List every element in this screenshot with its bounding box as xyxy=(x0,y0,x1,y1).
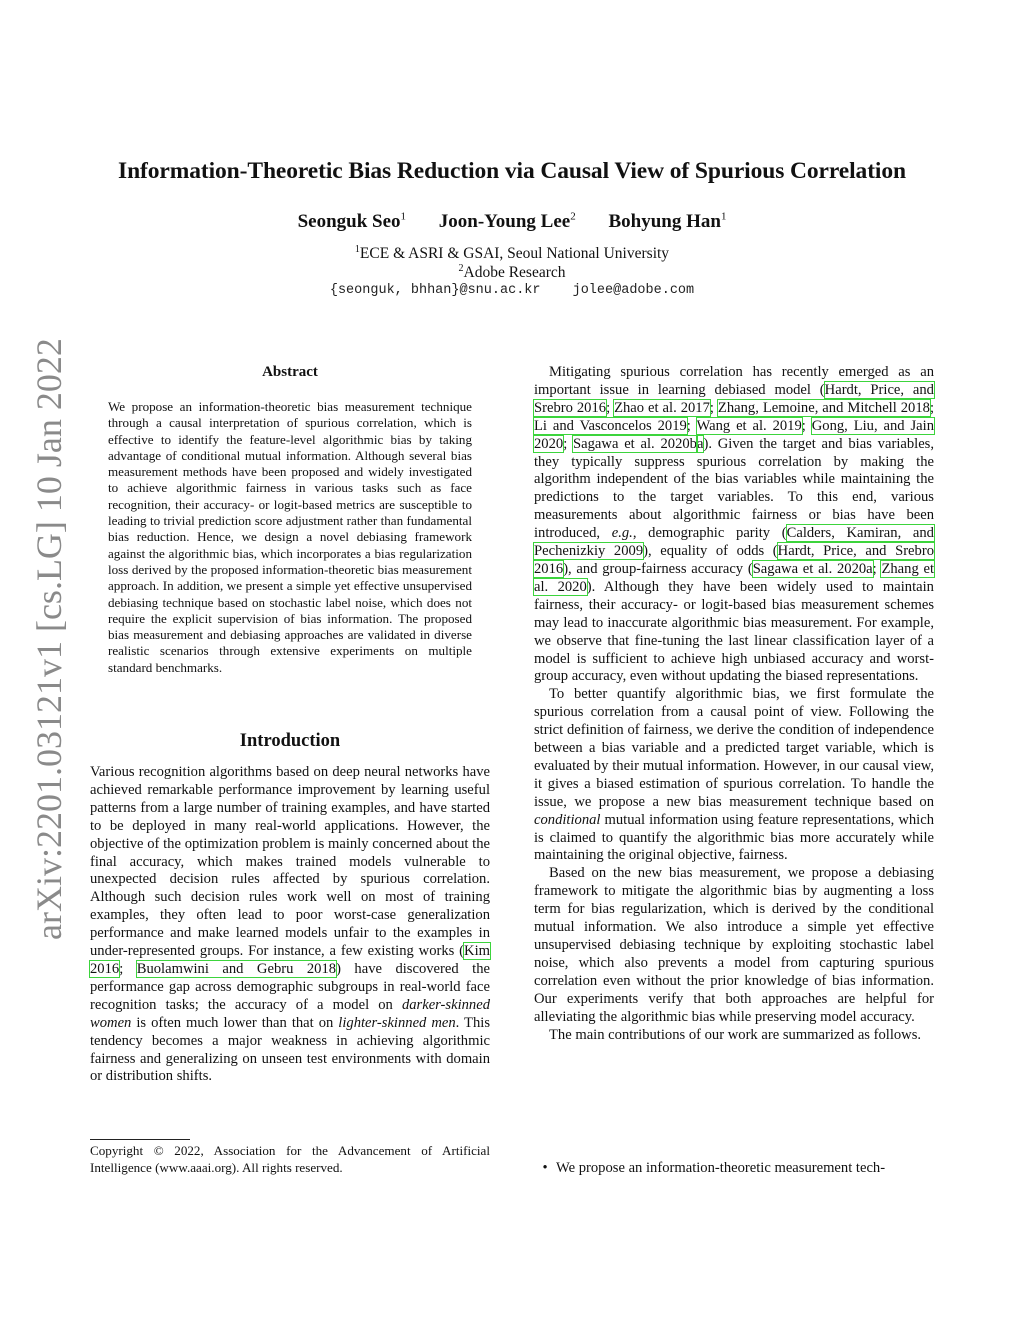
introduction-text: Various recognition algorithms based on deep neural networks have achieved remarkable performance improvement by learning useful patterns from a large number of training examples, and have started to be deployed in many real-world applications. However, the objective of the optimization problem is mainly concerned about the final accuracy, which makes trained models vulnerable to unexpected decision rules affected by spurious correlation. Although such decision rules work well on most of training examples, they often lead to poor worst-case generalization performance and make learned models unfair to the examples in under-represented groups. For instance, a few existing works (Kim 2016; Buolamwini and Gebru 2018) have discovered the performance gap across demographic subgroups in real-world face recognition tasks; the accuracy of a model on darker-skinned women is often much lower than that on lighter-skinned men. This tendency becomes a major weakness in achieving algorithmic fairness and generalizing on unseen test environments with domain or distribution shifts. xyxy=(90,764,490,1085)
citation-zhao-2017[interactable]: Zhao et al. 2017 xyxy=(614,399,710,416)
affiliation-1: $^1$ECE & ASRI & GSAI, Seoul National University xyxy=(354,244,670,263)
contribution-bullet-1: • We propose an information-theoretic measurement tech- xyxy=(534,1160,934,1178)
bullet-icon: • xyxy=(542,1160,548,1176)
email-snu: {seonguk, bhhan}@snu.ac.kr xyxy=(329,283,541,298)
citation-hardt-2016[interactable]: Hardt, Price, and Srebro 2016 xyxy=(534,381,934,416)
citation-buolamwini-2018[interactable]: Buolamwini and Gebru 2018 xyxy=(136,960,337,977)
paper-title: Information-Theoretic Bias Reduction via Causal View of Spurious Correlation xyxy=(118,158,906,184)
abstract-text: We propose an information-theoretic bias measurement technique through a causal interpretation of spurious correlation, which is effective to identify the feature-level algorithmic bias by taking advantage of conditional mutual information. Although several bias measurement methods have been proposed and widely investigated to achieve algorithmic fairness in various tasks such as face recognition, their accuracy- or logit-based metrics are susceptible to leading to trivial prediction score adjustment rather than fundamental bias reduction. Hence, we design a novel debiasing framework against the algorithmic bias, which incorporates a bias regularization loss derived by the proposed information-theoretic bias measurement approach. In addition, we present a simple yet effective unsupervised debiasing technique based on stochastic label noise, which does not require the explicit supervision of bias information. The proposed bias measurement and debiasing approaches are validated in diverse realistic scenarios through extensive experiments on multiple standard benchmarks. xyxy=(108,399,472,675)
author-list xyxy=(60,211,964,233)
citation-wang-2019[interactable]: Wang et al. 2019 xyxy=(696,417,802,434)
citation-gong-2020[interactable]: Gong, Liu, and Jain 2020 xyxy=(534,417,934,452)
copyright-notice: Copyright © 2022, Association for the Advancement of Artificial Intelligence (www.aaai.org). All rights reserved. xyxy=(90,1143,490,1175)
paragraph-framework: Based on the new bias measurement, we propose a debiasing framework to mitigate the algorithmic bias by augmenting a loss term for bias regularization, which is derived by the conditional mutual information. We also introduce a simple yet effective unsupervised debiasing technique by exploiting stochastic label noise, which also prevents a model from capturing spurious correlation even without the prior knowledge of bias information. Our experiments verify that both approaches are helpful for alleviating the algorithmic bias while preserving model accuracy. xyxy=(534,865,934,1025)
affiliation-2: $^2$Adobe Research xyxy=(458,263,566,282)
citation-sagawa-2020b[interactable]: Sagawa et al. 2020b xyxy=(573,435,697,452)
email-adobe: jolee@adobe.com xyxy=(572,283,695,298)
citation-li-2019[interactable]: Li and Vasconcelos 2019 xyxy=(534,417,687,434)
paragraph-quantify: To better quantify algorithmic bias, we first formulate the spurious correlation from a causal point of view. Following the strict definition of fairness, we derive the condition of independence between a bias variable and a predicted target variable, which is evaluated by their mutual information. However, in our causal view, it gives a biased estimation of spurious correlation. To handle the issue, we propose a new bias measurement technique based on conditional mutual information using feature representations, which is claimed to quantify the algorithmic bias more accurately while maintaining the original objective, fairness. xyxy=(534,686,934,864)
footnote-rule xyxy=(90,1139,190,1140)
paragraph-contributions: The main contributions of our work are summarized as follows. xyxy=(549,1026,922,1043)
author-2: Joon-Young Lee$^2$ xyxy=(438,211,576,233)
abstract-heading: Abstract xyxy=(262,364,318,380)
author-emails xyxy=(60,283,964,298)
citation-sagawa-2020a[interactable]: Sagawa et al. 2020a xyxy=(752,560,873,577)
citation-sagawa-2020a-short[interactable]: a xyxy=(696,435,704,452)
arxiv-identifier: arXiv:2201.03121v1 [cs.LG] 10 Jan 2022 xyxy=(29,338,69,940)
citation-calders-2009[interactable]: Calders, Kamiran, and Pechenizkiy 2009 xyxy=(534,525,934,560)
citation-zhang-2018[interactable]: Zhang, Lemoine, and Mitchell 2018 xyxy=(717,399,930,416)
author-3: Bohyung Han$^1$ xyxy=(608,211,727,233)
author-1: Seonguk Seo$^1$ xyxy=(297,211,407,233)
citation-kim-2016[interactable]: Kim 2016 xyxy=(90,943,490,977)
paragraph-mitigating: Mitigating spurious correlation has recently emerged as an important issue in learning debiased model (Hardt, Price, and Srebro 2016; Zhao et al. 2017; Zhang, Lemoine, and Mitchell 2018; Li and Vasconcelos 2019; Wang et al. 2019; Gong, Liu, and Jain 2020; Sagawa et al. 2020ba). Given the target and bias variables, they typically suppress spurious correlation by making the algorithm independent of the bias variables while maintaining the predictions to the target variables. To this end, various measurements about algorithmic fairness or bias have been introduced, e.g., demographic parity (Calders, Kamiran, and Pechenizkiy 2009), equality of odds (Hardt, Price, and Srebro 2016), and group-fairness accuracy (Sagawa et al. 2020a; Zhang et al. 2020). Although they have been widely used to maintain fairness, their accuracy- or logit-based bias measurement schemes may lead to inaccurate algorithmic bias measurement. For example, we observe that fine-tuning the last linear classification layer of a model is sufficient to achieve high unbiased accuracy and worst-group accuracy, even without updating the biased representations. xyxy=(534,364,935,685)
citation-zhang-2020[interactable]: Zhang et al. 2020 xyxy=(534,560,934,595)
citation-hardt-2016-b[interactable]: Hardt, Price, and Srebro 2016 xyxy=(534,543,934,577)
introduction-heading: Introduction xyxy=(239,731,341,751)
right-column-text xyxy=(534,364,934,1044)
